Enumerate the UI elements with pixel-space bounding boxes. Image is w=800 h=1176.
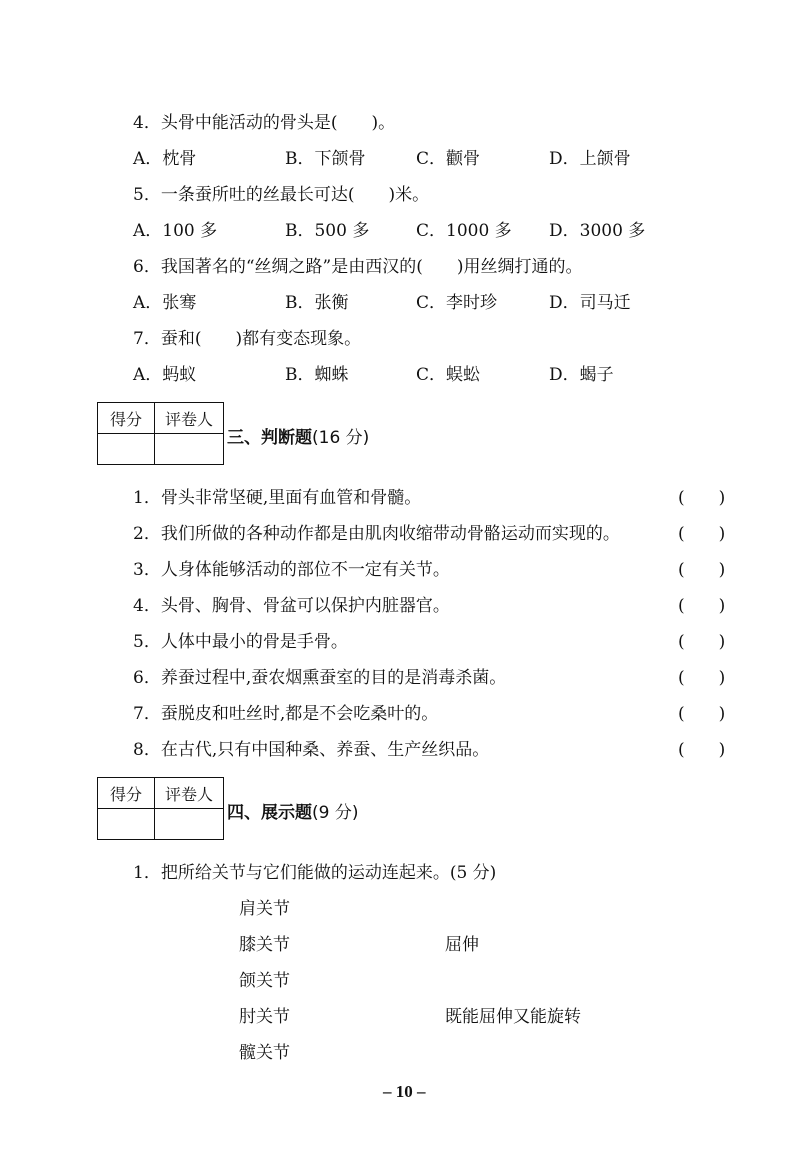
- mc-question-4: 4．头骨中能活动的骨头是( )。: [133, 113, 396, 133]
- tf-item-8: 8．在古代,只有中国种桑、养蚕、生产丝织品。: [133, 740, 490, 760]
- mc-7-option-a: A．蚂蚁: [133, 365, 197, 385]
- mc-4-option-d: D．上颌骨: [549, 149, 631, 169]
- tf-item-5: 5．人体中最小的骨是手骨。: [133, 632, 348, 652]
- mc-4-option-b: B．下颌骨: [285, 149, 366, 169]
- grader-header: 评卷人: [155, 403, 224, 434]
- score-cell[interactable]: [98, 809, 155, 840]
- tf-answer-5[interactable]: ( ): [678, 632, 726, 652]
- tf-item-3: 3．人身体能够活动的部位不一定有关节。: [133, 560, 450, 580]
- mc-question-5: 5．一条蚕所吐的丝最长可达( )米。: [133, 185, 430, 205]
- grader-cell[interactable]: [155, 434, 224, 465]
- joint-elbow[interactable]: 肘关节: [239, 1007, 290, 1027]
- mc-question-6: 6．我国著名的“丝绸之路”是由西汉的( )用丝绸打通的。: [133, 257, 583, 277]
- score-header: 得分: [98, 778, 155, 809]
- mc-6-option-a: A．张骞: [133, 293, 197, 313]
- tf-item-7: 7．蚕脱皮和吐丝时,都是不会吃桑叶的。: [133, 704, 439, 724]
- mc-7-option-c: C．蜈蚣: [416, 365, 481, 385]
- mc-6-option-c: C．李时珍: [416, 293, 498, 313]
- matching-question: 1．把所给关节与它们能做的运动连起来。(5 分): [133, 863, 497, 883]
- section-4-title: [227, 801, 358, 825]
- mc-6-option-d: D．司马迁: [549, 293, 631, 313]
- grader-header: 评卷人: [155, 778, 224, 809]
- tf-answer-7[interactable]: ( ): [678, 704, 726, 724]
- score-box-section-4: [97, 777, 224, 840]
- mc-5-option-b: B．500 多: [285, 221, 370, 241]
- joint-knee[interactable]: 膝关节: [239, 935, 290, 955]
- tf-item-2: 2．我们所做的各种动作都是由肌肉收缩带动骨骼运动而实现的。: [133, 524, 620, 544]
- mc-5-option-c: C．1000 多: [416, 221, 512, 241]
- joint-hip[interactable]: 髋关节: [239, 1043, 290, 1063]
- mc-4-option-c: C．颧骨: [416, 149, 481, 169]
- tf-answer-2[interactable]: ( ): [678, 524, 726, 544]
- tf-answer-8[interactable]: ( ): [678, 740, 726, 760]
- grader-cell[interactable]: [155, 809, 224, 840]
- tf-item-4: 4．头骨、胸骨、骨盆可以保护内脏器官。: [133, 596, 450, 616]
- section-4-points: (9 分): [312, 803, 359, 823]
- score-header: 得分: [98, 403, 155, 434]
- mc-5-option-d: D．3000 多: [549, 221, 646, 241]
- tf-item-6: 6．养蚕过程中,蚕农烟熏蚕室的目的是消毒杀菌。: [133, 668, 507, 688]
- motion-flex-rotate[interactable]: 既能屈伸又能旋转: [445, 1007, 581, 1027]
- section-4-title-text: 四、展示题: [227, 803, 312, 823]
- score-box-section-3: [97, 402, 224, 465]
- mc-5-option-a: A．100 多: [133, 221, 218, 241]
- motion-flex-extend[interactable]: 屈伸: [445, 935, 479, 955]
- section-3-title: [227, 426, 369, 450]
- joint-shoulder[interactable]: 肩关节: [239, 899, 290, 919]
- mc-7-option-b: B．蜘蛛: [285, 365, 349, 385]
- section-3-title-text: 三、判断题: [227, 428, 312, 448]
- joint-jaw[interactable]: 颌关节: [239, 971, 290, 991]
- score-cell[interactable]: [98, 434, 155, 465]
- mc-6-option-b: B．张衡: [285, 293, 349, 313]
- tf-answer-4[interactable]: ( ): [678, 596, 726, 616]
- mc-question-7: 7．蚕和( )都有变态现象。: [133, 329, 362, 349]
- tf-item-1: 1．骨头非常坚硬,里面有血管和骨髓。: [133, 488, 422, 508]
- mc-4-option-a: A．枕骨: [133, 149, 197, 169]
- mc-7-option-d: D．蝎子: [549, 365, 614, 385]
- page-number: – 10 –: [383, 1082, 426, 1101]
- tf-answer-3[interactable]: ( ): [678, 560, 726, 580]
- tf-answer-6[interactable]: ( ): [678, 668, 726, 688]
- section-3-points: (16 分): [312, 428, 370, 448]
- tf-answer-1[interactable]: ( ): [678, 488, 726, 508]
